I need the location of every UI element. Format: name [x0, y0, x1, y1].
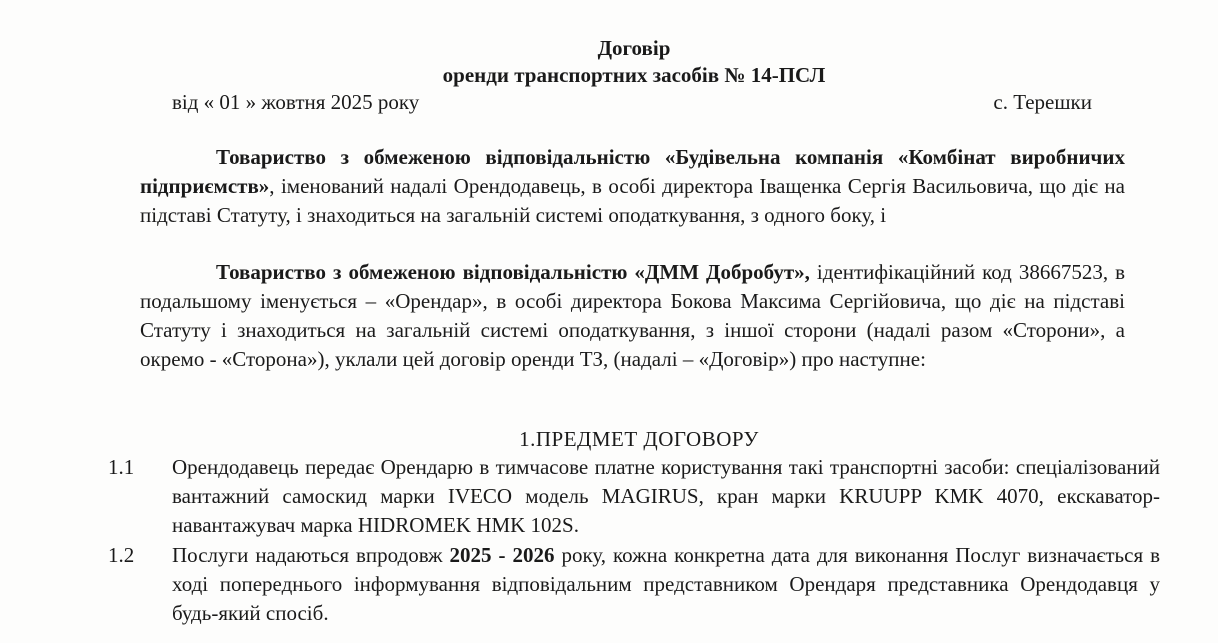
clause-text: Орендодавець передає Орендарю в тимчасове платне користування такі транспортні засоби: спеціалізований вантажний самоскид марки IVECO модель MAGIRUS, кран марки KRUUPP KMK 4070, екскаватор-навантажувач марка HIDROMEK HMK 102S.	[172, 455, 1160, 537]
contract-title: Договір	[597, 36, 671, 60]
contract-place: с. Терешки	[993, 90, 1092, 114]
contract-date: від « 01 » жовтня 2025 року	[172, 90, 420, 114]
party-lessee-paragraph	[140, 258, 1125, 374]
clause-1-1	[108, 453, 1160, 540]
lessee-name: Товариство з обмеженою відповідальністю «ДММ Добробут»,	[216, 260, 810, 284]
clause-1-2	[108, 541, 1160, 628]
clause-number: 1.2	[108, 543, 135, 567]
clause-period: 2025 - 2026	[449, 543, 555, 567]
date-place-line	[172, 88, 1092, 117]
lessee-details: ідентифікаційний код 38667523, в подальшому іменується – «Орендар», в особі директора Бокова Максима Сергійовича, що діє на підставі Статуту і знаходиться на загальній системі оподаткування, з іншої сторони (надалі разом «Сторони», а окремо - «Сторона»), уклали цей договір оренди ТЗ, (надалі – «Договір») про наступне:	[140, 260, 1125, 371]
section-1-title: 1.ПРЕДМЕТ ДОГОВОРУ	[519, 427, 759, 451]
clause-text-post: року, кожна конкретна дата для виконання Послуг визначається в ході попереднього інформування відповідальним представником Орендаря представника Орендодавця у будь-який спосіб.	[172, 543, 1160, 625]
clause-number: 1.1	[108, 455, 135, 479]
contract-subtitle: оренди транспортних засобів № 14-ПСЛ	[442, 63, 826, 87]
clause-text-pre: Послуги надаються впродовж	[172, 543, 450, 567]
lessor-details: , іменований надалі Орендодавець, в особі директора Іващенка Сергія Васильовича, що діє на підставі Статуту, і знаходиться на загальній системі оподаткування, з одного боку, і	[140, 174, 1125, 227]
party-lessor-paragraph	[140, 143, 1125, 230]
lessor-name: Товариство з обмеженою відповідальністю «Будівельна компанія «Комбінат виробничих підприємств»	[140, 145, 1125, 198]
